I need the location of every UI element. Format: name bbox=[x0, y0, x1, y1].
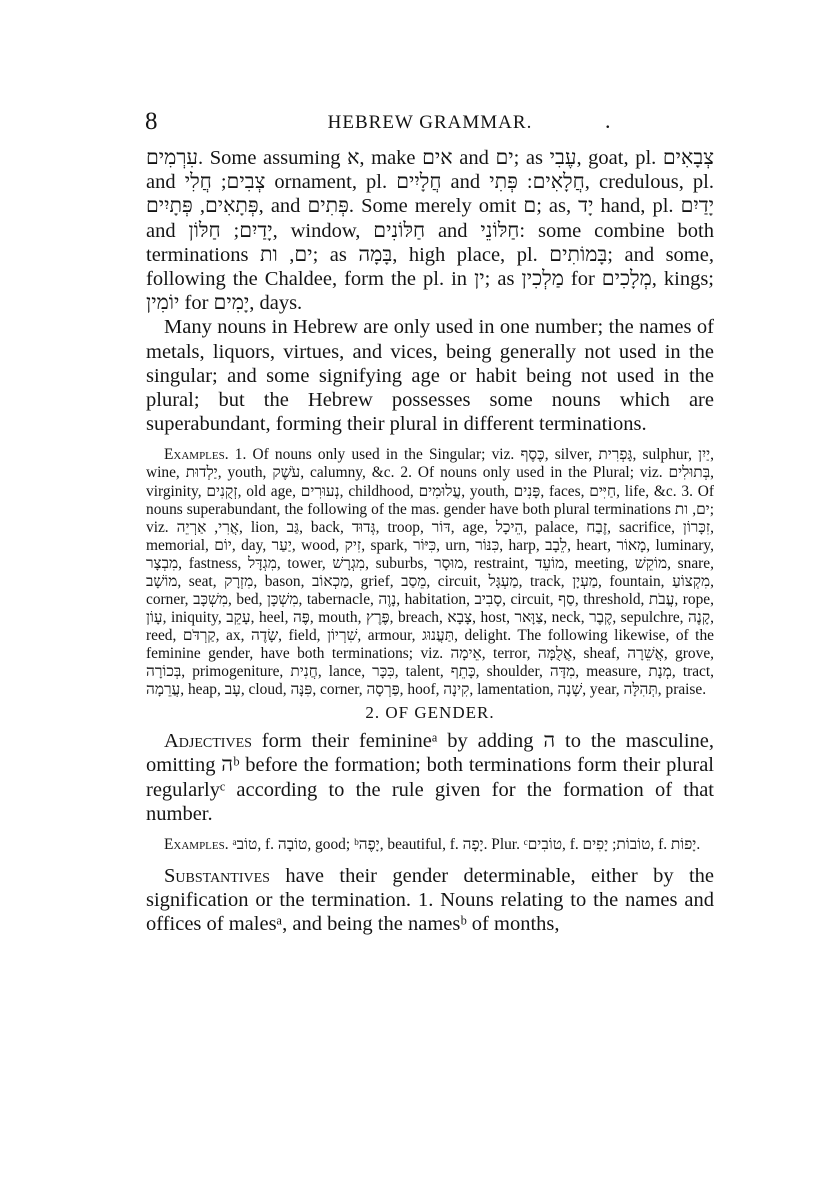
examples-number-block bbox=[146, 446, 714, 699]
paragraph-substantives bbox=[146, 864, 714, 937]
header-dot: . bbox=[605, 108, 611, 133]
examples-lead: Examples. bbox=[164, 835, 229, 853]
page-number: 8 bbox=[145, 108, 158, 135]
adjectives-lead: Adjectives bbox=[164, 730, 252, 753]
paragraph-text: have their gender determinable, either by the signification or the termination. 1. Nouns relating to the names and offices of malesᵃ, and being the namesᵇ of months, bbox=[146, 864, 714, 936]
page-body bbox=[146, 146, 714, 937]
paragraph-adjectives bbox=[146, 729, 714, 826]
examples-lead: Examples. bbox=[164, 446, 229, 464]
running-header bbox=[145, 108, 715, 136]
substantives-lead: Substantives bbox=[164, 864, 270, 887]
section-heading-gender bbox=[146, 703, 714, 723]
section-title: 2. OF GENDER. bbox=[365, 703, 495, 723]
examples-adjectives bbox=[146, 836, 714, 854]
paragraph-text: עִרְמִים. Some assuming א, make אים and ים; as עֶבִי, goat, pl. צְבָאִים and צְבִים; חֲלִי ornament, pl. חֲלָיִים and חֲלָאִים: פְּתִי, credulous, pl. פְּתָאִים, פְּתָיִים, and פְּתִים. Some merely omit ם; as, יָד hand, pl. יָדַיִם and יָדַיִם; חַלּוֹן, window, חַלּוֹנִים and חַלּוֹנֵי: some combine both terminations ים, ות; as בָּמָה, high place, pl. בָּמוֹתִים; and some, following the Chaldee, form the pl. in ין; as מַלְכִין for מְלָכִים, kings; יוֹמִין for יָמִים, days. bbox=[146, 147, 714, 315]
running-title: HEBREW GRAMMAR. bbox=[327, 112, 533, 133]
paragraph-text: Many nouns in Hebrew are only used in one number; the names of metals, liquors, virtues, and vices, being generally not used in the singular; and some signifying age or habit being not used in the plural; but the Hebrew possesses some nouns which are superabundant, forming their plural in different terminations. bbox=[146, 316, 714, 436]
paragraph-number-usage bbox=[146, 315, 714, 436]
examples-text: ᵃטוֹב, f. טוֹבָה, good; ᵇיָפֶה, beautiful, f. יָפָה. Plur. ᶜטוֹבִים, f. טוֹבוֹת; יָפִים, f. יָפוֹת. bbox=[228, 835, 701, 853]
paragraph-plural-forms bbox=[146, 146, 714, 315]
examples-text: 1. Of nouns only used in the Singular; viz. כֶּסֶף, silver, גָּפְרִית, sulphur, יַיִן, wine, יַלְדוּת, youth, עֹשֶׁק, calumny, &c. 2. Of nouns only used in the Plural; viz. בְּתוּלִים, virginity, זְקֻנִים, old age, נְעוּרִים, childhood, עֲלוּמִים, youth, פָּנִים, faces, חַיִּים, life, &c. 3. Of nouns superabundant, the following of the mas. gender have both plural terminations ים, ות; viz. אֲרִי, אַרְיֵה, lion, גַּב, back, גְּדוּד, troop, דּוֹר, age, הֵיכָל, palace, זֶבַח, sacrifice, זִכָּרוֹן, memorial, יוֹם, day, יַעַר, wood, זִיק, spark, כִּיּוֹר, urn, כִּנּוֹר, harp, לֵבָב, heart, מָאוֹר, luminary, מִבְצָר, fastness, מִגְדָּל, tower, מִגְרָשׁ, suburbs, מוּסָר, restraint, מוֹעֵד, meeting, מוֹקֵשׁ, snare, מוֹשָׁב, seat, מִזְרָק, bason, מַכְאוֹב, grief, מֵסַב, circuit, מַעְגָּל, track, מַעְיָן, fountain, מִקְצוֹעַ, corner, מִשְׁכָּב, bed, מִשְׁכָּן, tabernacle, נָוֶה, habitation, סָבִיב, circuit, סַף, threshold, עֲבֹת, rope, עָוֹן, iniquity, עָקֵב, heel, פֶּה, mouth, פֶּרֶץ, breach, צָבָא, host, צַוָּאר, neck, קֶבֶר, sepulchre, קָנֶה, reed, קַרְדֹּם, ax, שָׂדֶה, field, שִׁרְיוֹן, armour, תַּעֲנוּג, delight. The following likewise, of the feminine gender, have both terminations; viz. אֵימָה, terror, אֲלֻמָּה, sheaf, אֲשֵׁרָה, grove, בְּכוֹרָה, primogeniture, חֲנִית, lance, כִּכָּר, talent, כָּתֵף, shoulder, מִדָּה, measure, מְנָת, tract, עֲרֵמָה, heap, עָב, cloud, פִּנָּה, corner, פַּרְסָה, hoof, קִינָה, lamentation, שָׁנָה, year, תְּהִלָּה, praise. bbox=[146, 446, 715, 699]
paragraph-text: form their feminineᵃ by adding ה to the masculine, omitting הᵇ before the formation; both terminations form their plural regularlyᶜ according to the rule given for the formation of that number. bbox=[146, 730, 714, 825]
